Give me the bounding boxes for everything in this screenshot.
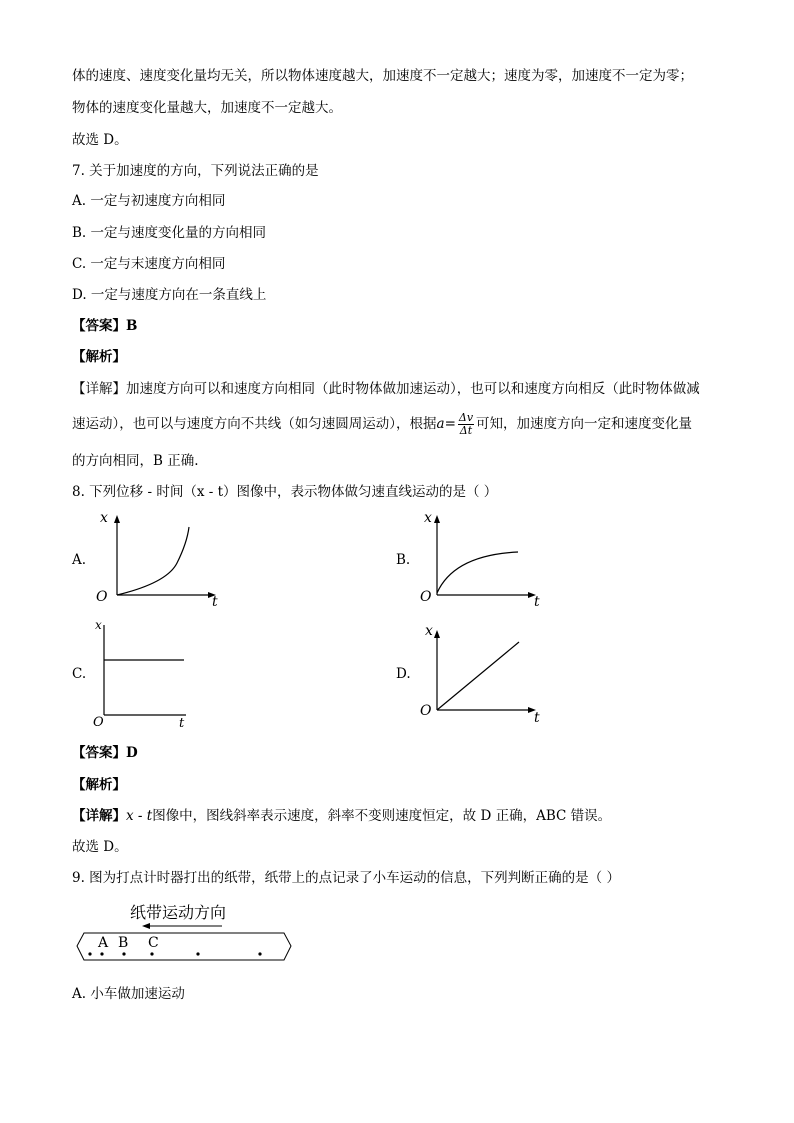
y-axis-label: x bbox=[100, 510, 108, 526]
q8-graph-c bbox=[90, 615, 200, 730]
q9-option-a: A. 小车做加速运动 bbox=[72, 986, 185, 1002]
q8-conclusion: 故选 D。 bbox=[72, 839, 128, 855]
q8-option-b-label: B. bbox=[396, 552, 411, 568]
q7-detail-text: 可知，加速度方向一定和速度变化量 bbox=[476, 416, 693, 432]
point-label-a: A bbox=[98, 935, 109, 951]
text-line: 物体的速度变化量越大，加速度不一定越大。 bbox=[72, 100, 342, 116]
q8-analysis-label: 【解析】 bbox=[72, 777, 126, 793]
formula-fraction bbox=[458, 412, 474, 437]
text-line: 体的速度、速度变化量均无关，所以物体速度越大，加速度不一定越大；速度为零，加速度不一定为零； bbox=[72, 68, 693, 84]
q7-detail-line: 的方向相同，B 正确. bbox=[72, 453, 199, 469]
q7-option-c: C. 一定与末速度方向相同 bbox=[72, 256, 226, 272]
x-axis-label: t bbox=[534, 710, 540, 726]
y-axis-arrow bbox=[434, 515, 440, 523]
q8-graph-a bbox=[92, 505, 232, 609]
q7-detail-text: 速运动），也可以与速度方向不共线（如匀速圆周运动），根据 bbox=[72, 416, 437, 432]
q7-answer: 【答案】B bbox=[72, 318, 138, 334]
q7-analysis-label: 【解析】 bbox=[72, 349, 126, 365]
graph-curve bbox=[437, 552, 518, 593]
q7-option-a: A. 一定与初速度方向相同 bbox=[72, 193, 226, 209]
q7-detail-line-2 bbox=[72, 407, 692, 441]
tape-dot bbox=[88, 952, 91, 955]
q8-option-d-label: D. bbox=[396, 666, 411, 682]
q8-option-c-label: C. bbox=[72, 666, 87, 682]
text-line: 故选 D。 bbox=[72, 132, 128, 148]
y-axis-arrow bbox=[434, 630, 440, 638]
detail-prefix: 【详解】 bbox=[72, 808, 126, 824]
tape-dot bbox=[196, 952, 199, 955]
graph-line bbox=[437, 642, 519, 710]
question-9-stem: 9. 图为打点计时器打出的纸带，纸带上的点记录了小车运动的信息，下列判断正确的是（ ） bbox=[72, 870, 620, 886]
origin-label: O bbox=[420, 703, 432, 719]
formula-numerator: Δv bbox=[458, 411, 474, 424]
q7-detail-line: 【详解】加速度方向可以和速度方向相同（此时物体做加速运动），也可以和速度方向相反（此时物体做减 bbox=[72, 381, 700, 397]
q8-option-a-label: A. bbox=[72, 552, 87, 568]
q9-paper-tape-figure bbox=[72, 898, 297, 970]
tape-dot bbox=[150, 952, 153, 955]
x-axis-label: t bbox=[212, 594, 218, 609]
y-axis-arrow bbox=[114, 515, 120, 523]
detail-text: 图像中，图线斜率表示速度，斜率不变则速度恒定，故 D 正确，ABC 错误。 bbox=[152, 808, 612, 824]
detail-variable: x - t bbox=[126, 808, 153, 824]
tape-dot bbox=[258, 952, 261, 955]
x-axis-label: t bbox=[534, 594, 540, 609]
tape-dot bbox=[100, 952, 103, 955]
y-axis-label: x bbox=[425, 623, 433, 639]
tape-direction-title: 纸带运动方向 bbox=[130, 903, 227, 922]
x-axis-label: t bbox=[179, 716, 185, 730]
tape-dot bbox=[122, 952, 125, 955]
q8-detail-line bbox=[72, 807, 611, 825]
origin-label: O bbox=[96, 589, 108, 605]
y-axis-label: x bbox=[424, 510, 432, 526]
point-label-b: B bbox=[118, 935, 129, 951]
formula-eq: = bbox=[444, 416, 456, 432]
question-8-stem: 8. 下列位移 - 时间（x - t）图像中，表示物体做匀速直线运动的是（ ） bbox=[72, 484, 498, 500]
paper-tape bbox=[77, 933, 291, 960]
question-7-stem: 7. 关于加速度的方向，下列说法正确的是 bbox=[72, 163, 319, 179]
y-axis-label: x bbox=[95, 618, 102, 632]
origin-label: O bbox=[93, 715, 104, 730]
q8-answer: 【答案】D bbox=[72, 745, 138, 761]
q7-option-b: B. 一定与速度变化量的方向相同 bbox=[72, 225, 267, 241]
point-label-c: C bbox=[148, 935, 159, 951]
q7-option-d: D. 一定与速度方向在一条直线上 bbox=[72, 287, 267, 303]
formula-a: a bbox=[436, 416, 445, 432]
graph-curve bbox=[117, 527, 189, 595]
q8-graph-b bbox=[414, 505, 554, 609]
direction-arrow-head bbox=[142, 923, 150, 929]
formula-denominator: Δt bbox=[459, 424, 473, 437]
q8-graph-d bbox=[414, 618, 554, 726]
origin-label: O bbox=[420, 589, 432, 605]
